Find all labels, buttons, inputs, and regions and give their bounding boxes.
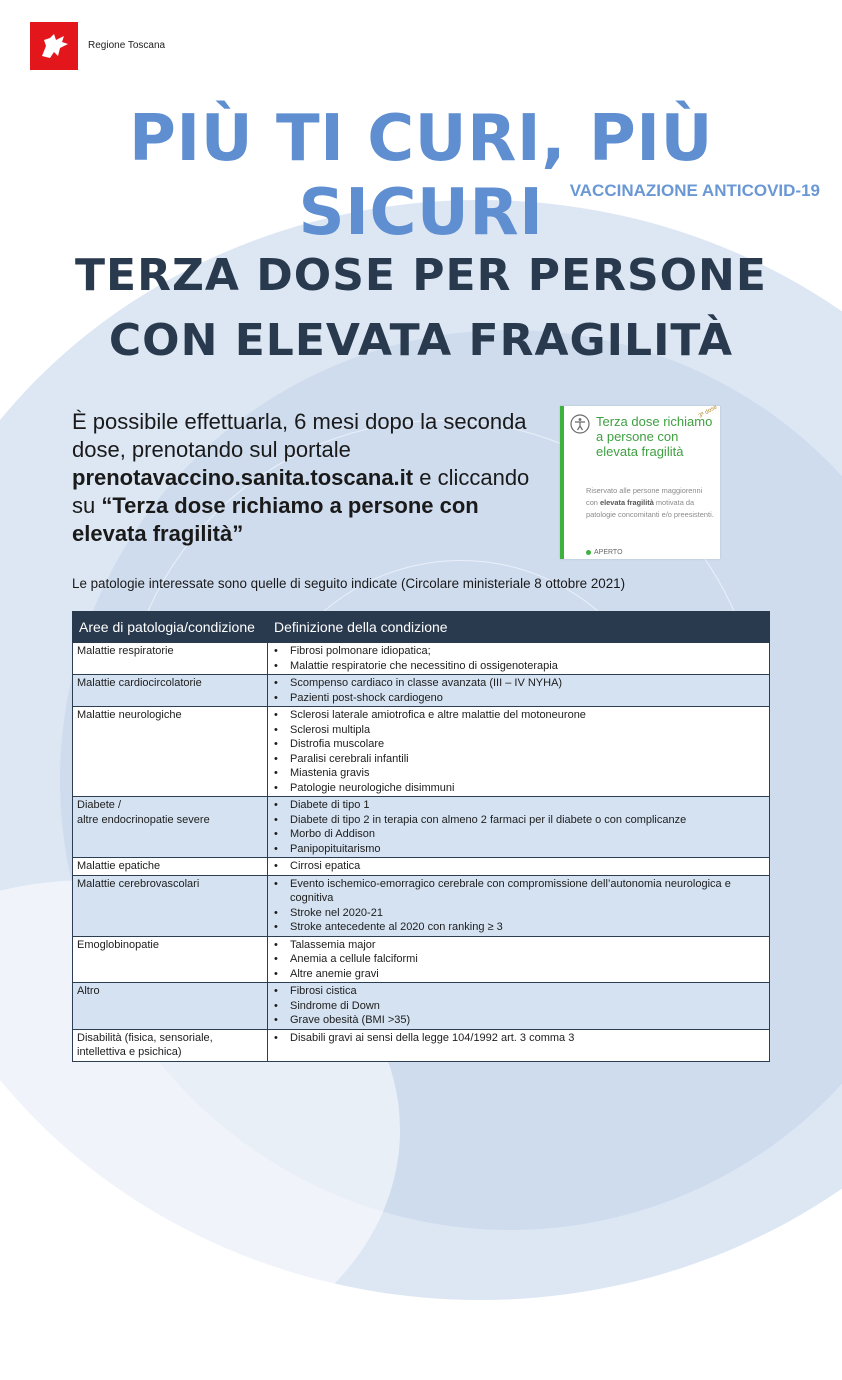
row-area: Altro (73, 983, 268, 1030)
page-subtitle: VACCINAZIONE ANTICOVID-19 (569, 181, 820, 200)
intro-part-1: È possibile effettuarla, 6 mesi dopo la seconda dose, prenotando sul portale (72, 409, 527, 462)
intro-part-2: e cliccando su (72, 465, 530, 518)
condition-list (272, 798, 765, 856)
card-badge: 3ª dose (697, 404, 719, 420)
table-row (73, 707, 770, 797)
header-area: Aree di patologia/condizione (73, 612, 268, 643)
row-definition (268, 875, 770, 936)
list-item: • Panipopituitarismo (272, 842, 765, 857)
list-item: • Grave obesità (BMI >35) (272, 1013, 765, 1028)
table-header-row (73, 612, 770, 643)
row-definition (268, 707, 770, 797)
booking-card[interactable] (560, 406, 720, 559)
row-area: Diabete / altre endocrinopatie severe (73, 797, 268, 858)
status-dot-icon (586, 550, 591, 555)
list-item: • Fibrosi cistica (272, 984, 765, 999)
table-row (73, 643, 770, 675)
intro-quote: “Terza dose richiamo a persone con elevata fragilità” (72, 493, 479, 546)
row-definition (268, 858, 770, 876)
list-item: • Sclerosi laterale amiotrofica e altre malattie del motoneurone (272, 708, 765, 723)
headline-line-1: TERZA DOSE PER PERSONE (75, 250, 767, 301)
table-row (73, 675, 770, 707)
row-area: Disabilità (fisica, sensoriale, intellettiva e psichica) (73, 1029, 268, 1061)
list-item: • Evento ischemico-emorragico cerebrale con compromissione dell’autonomia neurologica e cognitiva (272, 877, 765, 906)
table-row (73, 983, 770, 1030)
row-definition (268, 643, 770, 675)
row-definition (268, 936, 770, 983)
condition-list (272, 644, 765, 673)
condition-list (272, 984, 765, 1028)
header-definition: Definizione della condizione (268, 612, 770, 643)
list-item: • Scompenso cardiaco in classe avanzata (III – IV NYHA) (272, 676, 765, 691)
row-area: Malattie neurologiche (73, 707, 268, 797)
row-definition (268, 1029, 770, 1061)
table-note: Le patologie interessate sono quelle di seguito indicate (Circolare ministeriale 8 ottobre 2021) (72, 576, 626, 591)
list-item: • Fibrosi polmonare idiopatica; (272, 644, 765, 659)
list-item: • Stroke antecedente al 2020 con ranking ≥ 3 (272, 920, 765, 935)
card-title: Terza dose richiamo a persone con elevata fragilità (596, 414, 713, 459)
table-row (73, 858, 770, 876)
row-definition (268, 675, 770, 707)
list-item: • Distrofia muscolare (272, 737, 765, 752)
row-area: Malattie cerebrovascolari (73, 875, 268, 936)
list-item: • Miastenia gravis (272, 766, 765, 781)
conditions-table (72, 611, 770, 1062)
page-title: PIÙ TI CURI, PIÙ SICURI (128, 102, 714, 250)
condition-list (272, 938, 765, 982)
list-item: • Altre anemie gravi (272, 967, 765, 982)
headline-line-2: CON ELEVATA FRAGILITÀ (108, 315, 734, 366)
list-item: • Diabete di tipo 2 in terapia con almeno 2 farmaci per il diabete o con complicanze (272, 813, 765, 828)
portal-link[interactable]: prenotavaccino.sanita.toscana.it (72, 465, 414, 490)
row-area: Malattie epatiche (73, 858, 268, 876)
condition-list (272, 708, 765, 795)
table-row (73, 936, 770, 983)
condition-list (272, 676, 765, 705)
row-area: Emoglobinopatie (73, 936, 268, 983)
list-item: • Pazienti post-shock cardiogeno (272, 691, 765, 706)
condition-list (272, 877, 765, 935)
table-row (73, 1029, 770, 1061)
card-status (586, 549, 623, 556)
status-label: APERTO (594, 549, 623, 556)
card-description: Riservato alle persone maggiorenni con elevata fragilità motivata da patologie concomitanti e/o preesistenti. (586, 486, 714, 519)
list-item: • Diabete di tipo 1 (272, 798, 765, 813)
list-item: • Sindrome di Down (272, 999, 765, 1014)
accessibility-icon (570, 414, 590, 434)
row-area: Malattie respiratorie (73, 643, 268, 675)
table-row (73, 875, 770, 936)
list-item: • Stroke nel 2020-21 (272, 906, 765, 921)
list-item: • Cirrosi epatica (272, 859, 765, 874)
regione-toscana-logo (30, 22, 78, 70)
row-definition (268, 797, 770, 858)
list-item: • Anemia a cellule falciformi (272, 952, 765, 967)
list-item: • Sclerosi multipla (272, 723, 765, 738)
list-item: • Talassemia major (272, 938, 765, 953)
condition-list (272, 859, 765, 874)
condition-list (272, 1031, 765, 1046)
list-item: • Paralisi cerebrali infantili (272, 752, 765, 767)
logo-label: Regione Toscana (88, 40, 166, 51)
intro-text (72, 408, 542, 548)
row-area: Malattie cardiocircolatorie (73, 675, 268, 707)
list-item: • Patologie neurologiche disimmuni (272, 781, 765, 796)
list-item: • Disabili gravi ai sensi della legge 104/1992 art. 3 comma 3 (272, 1031, 765, 1046)
list-item: • Malattie respiratorie che necessitino di ossigenoterapia (272, 659, 765, 674)
row-definition (268, 983, 770, 1030)
list-item: • Morbo di Addison (272, 827, 765, 842)
table-row (73, 797, 770, 858)
pegasus-icon (34, 26, 74, 66)
